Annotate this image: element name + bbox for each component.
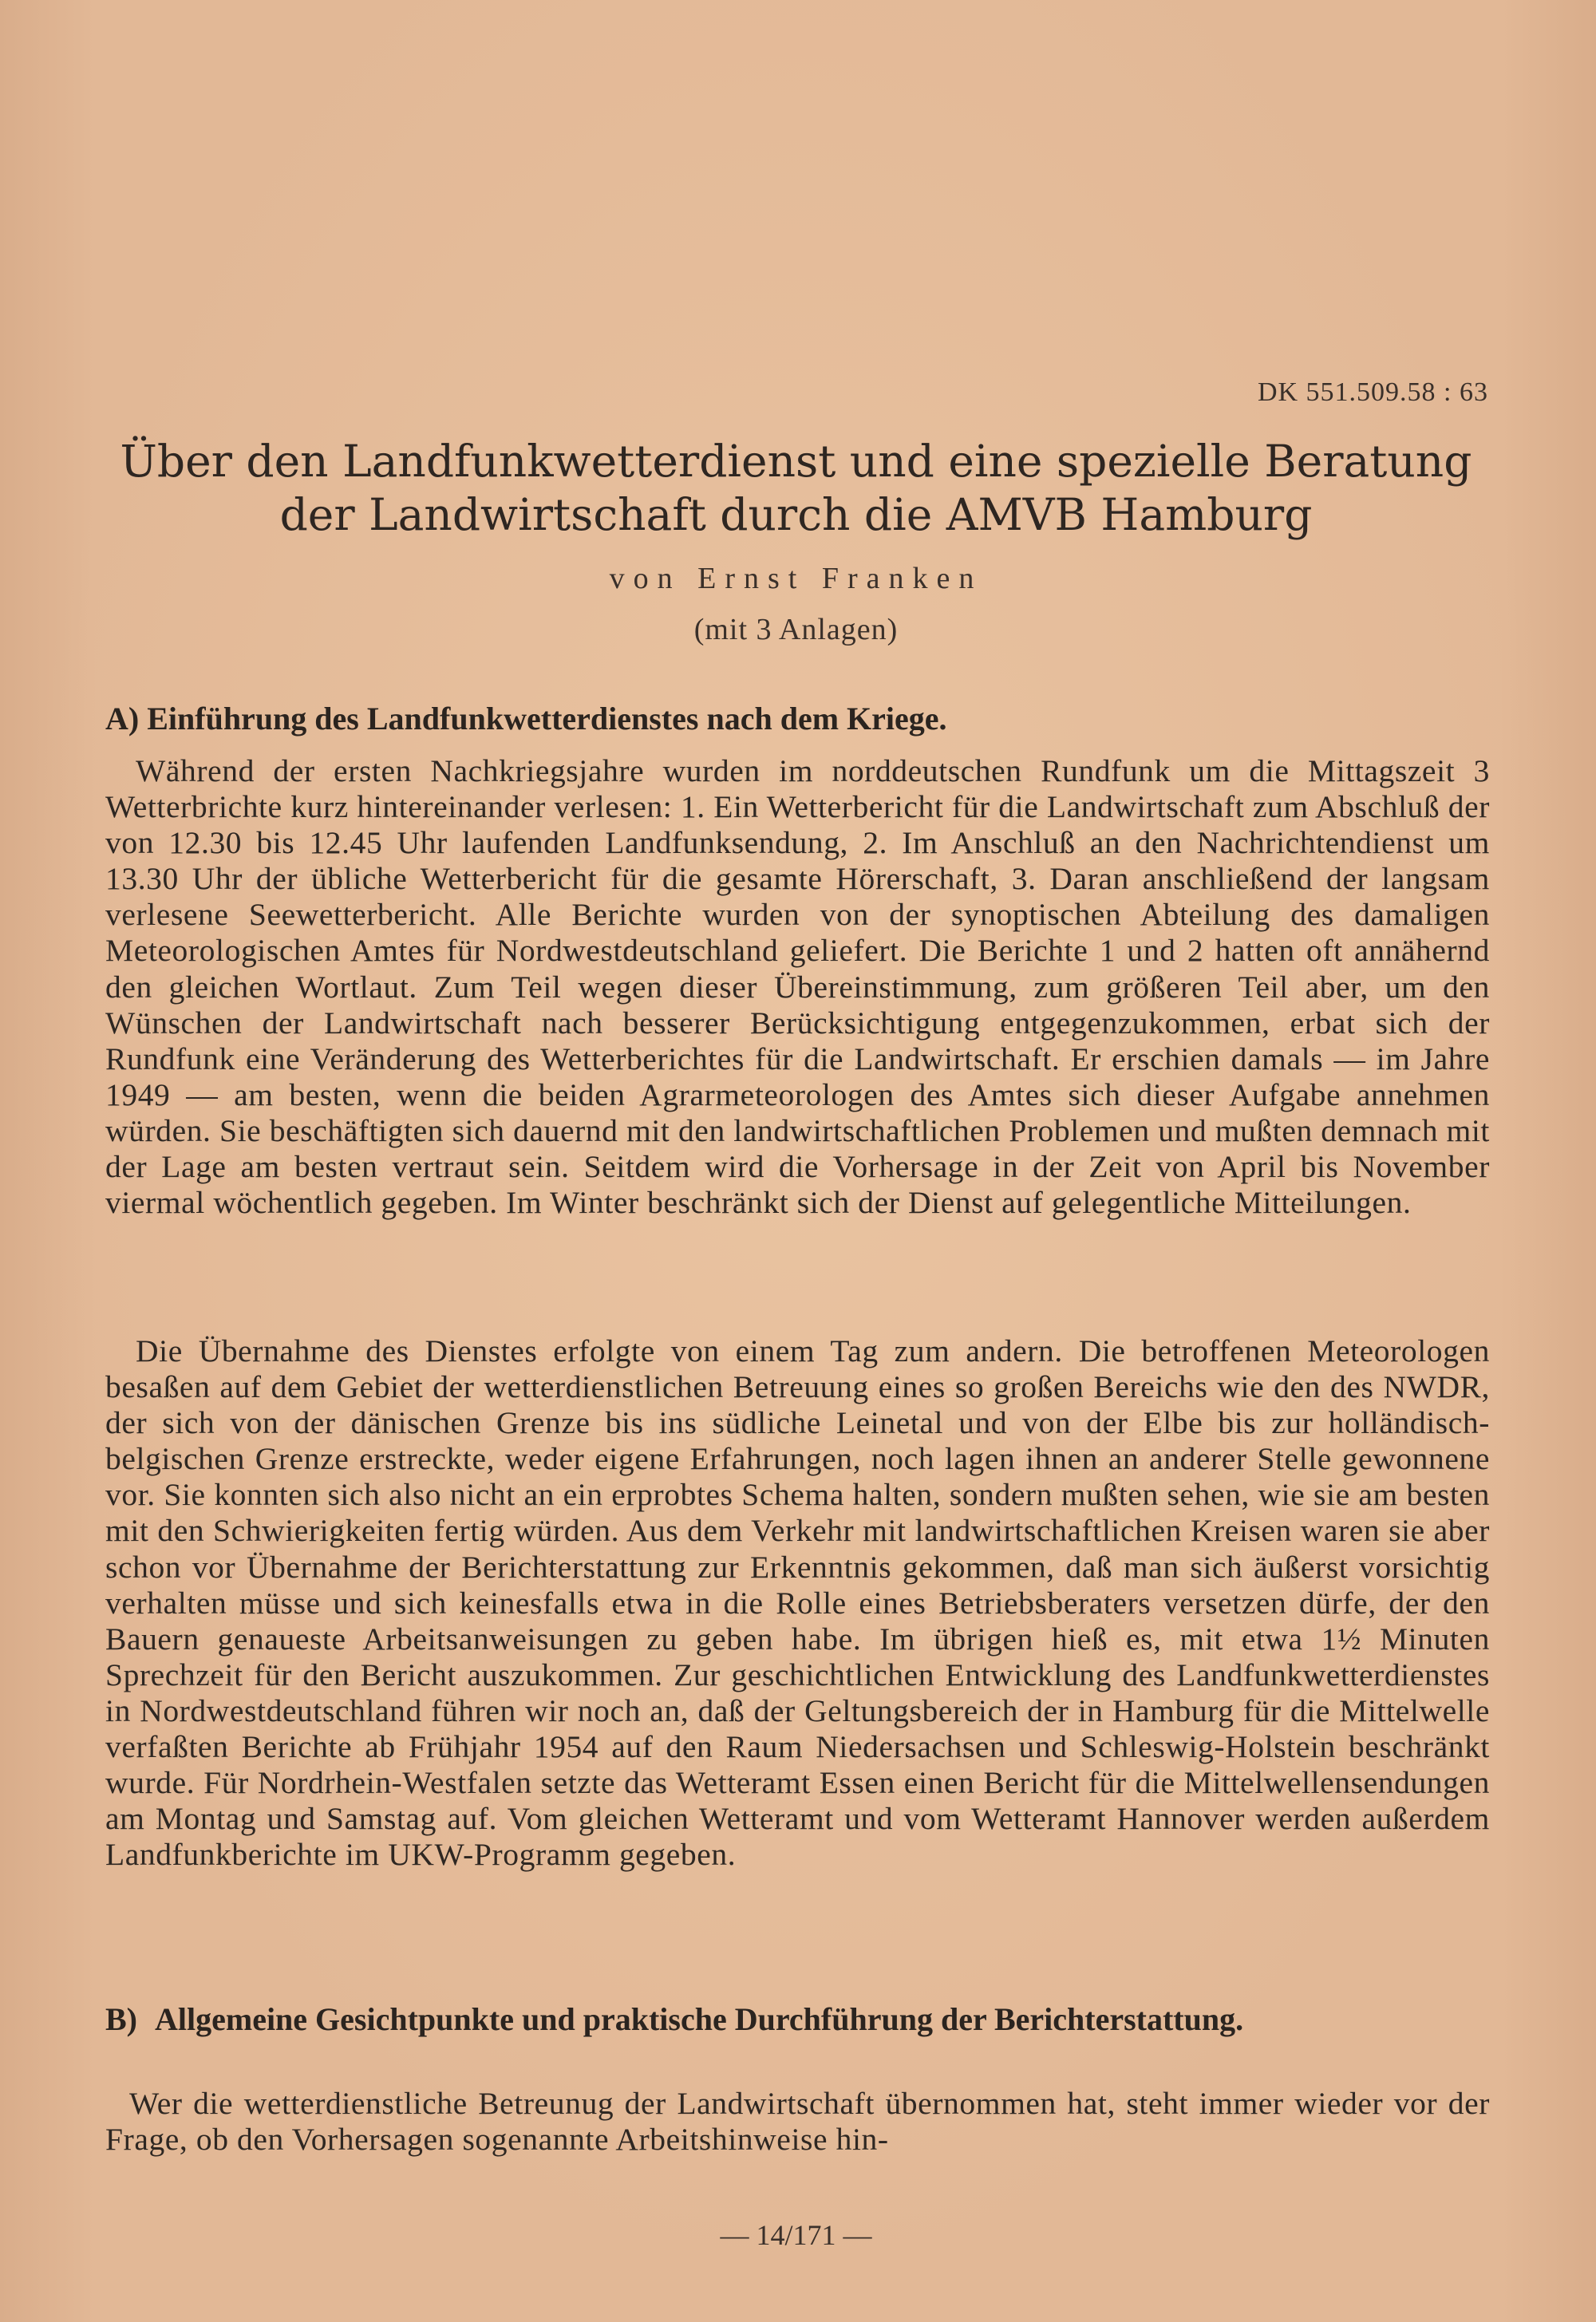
classification-code: DK 551.509.58 : 63 xyxy=(1257,377,1488,407)
section-b-heading-text: Allgemeine Gesichtpunkte und praktische Durchführung der Berichterstattung. xyxy=(155,2001,1244,2037)
section-b-heading xyxy=(105,2001,1286,2038)
annex-note: (mit 3 Anlagen) xyxy=(693,613,899,646)
page-number: — 14/171 — xyxy=(720,2219,872,2251)
author-line: von Ernst Franken xyxy=(609,562,983,595)
section-a-paragraph-1: Während der ersten Nachkriegsjahre wurden im norddeutschen Rundfunk um die Mittagszeit 3 Wetterbrichte kurz hintereinander verlesen: 1. Ein Wetterbericht für die Landwirtschaft zum Abschluß der von 12.30 bis 12.45 Uhr laufenden Landfunksendung, 2. Im Anschluß an den Nachrichtendienst um 13.30 Uhr der übliche Wetterbericht für die gesamte Hörerschaft, 3. Daran anschließend der langsam verlesene Seewetterbericht. Alle Berichte wurden von der synoptischen Abteilung des damaligen Meteorologischen Amtes für Nordwestdeutschland geliefert. Die Berichte 1 und 2 hatten oft annähernd den gleichen Wortlaut. Zum Teil wegen dieser Übereinstimmung, zum größeren Teil aber, um den Wünschen der Landwirtschaft nach besserer Berücksichtigung entgegenzukommen, erbat sich der Rundfunk eine Veränderung des Wetterberichtes für die Landwirtschaft. Er erschien damals — im Jahre 1949 — am besten, wenn die beiden Agrarmeteorologen des Amtes sich dieser Aufgabe annehmen würden. Sie beschäftigten sich dauernd mit den landwirtschaftlichen Problemen und mußten demnach mit der Lage am besten vertraut sein. Seitdem wird die Vorhersage in der Zeit von April bis November viermal wöchentlich gegeben. Im Winter beschränkt sich der Dienst auf gelegentliche Mitteilungen. xyxy=(105,753,1491,1221)
section-b-paragraph-1: Wer die wetterdienstliche Betreunug der Landwirtschaft übernommen hat, steht immer wieder vor der Frage, ob den Vorhersagen sogenannte Arbeitshinweise hin- xyxy=(105,2086,1490,2158)
section-b-label: B) xyxy=(105,2001,137,2037)
section-a-paragraph-2: Die Übernahme des Dienstes erfolgte von einem Tag zum andern. Die betroffenen Meteorologen besaßen auf dem Gebiet der wetterdienstlichen Betreuung eines so großen Bereichs wie den des NWDR, der sich von der dänischen Grenze bis ins südliche Leinetal und von der Elbe bis zur holländisch-belgischen Grenze erstreckte, weder eigene Erfahrungen, noch lagen ihnen an anderer Stelle gewonnene vor. Sie konnten sich also nicht an ein erprobtes Schema halten, sondern mußten sehen, wie sie am besten mit den Schwierigkeiten fertig würden. Aus dem Verkehr mit landwirtschaftlichen Kreisen waren sie aber schon vor Übernahme der Berichterstattung zur Erkenntnis gekommen, daß man sich äußerst vorsichtig verhalten müsse und sich keinesfalls etwa in die Rolle eines Betriebsberaters versetzen dürfe, der den Bauern genaueste Arbeitsanweisungen zu geben habe. Im übrigen hieß es, mit etwa 1½ Minuten Sprechzeit für den Bericht auszukommen. Zur geschichtlichen Entwicklung des Landfunkwetterdienstes in Nordwestdeutschland führen wir noch an, daß der Geltungsbereich der in Hamburg für die Mittelwelle verfaßten Berichte ab Frühjahr 1954 auf den Raum Niedersachsen und Schleswig-Holstein beschränkt wurde. Für Nordrhein-Westfalen setzte das Wetteramt Essen einen Bericht für die Mittelwellensendungen am Montag und Samstag auf. Vom gleichen Wetteramt und vom Wetteramt Hannover werden außerdem Landfunkberichte im UKW-Programm gegeben. xyxy=(105,1333,1490,1873)
title-line-2: der Landwirtschaft durch die AMVB Hamburg xyxy=(279,489,1313,540)
title-line-1: Über den Landfunkwetterdienst und eine spezielle Beratung xyxy=(120,436,1472,487)
document-page xyxy=(104,0,1491,2322)
document-title xyxy=(104,435,1488,542)
section-a-heading: A) Einführung des Landfunkwetterdienstes nach dem Kriege. xyxy=(105,701,947,736)
